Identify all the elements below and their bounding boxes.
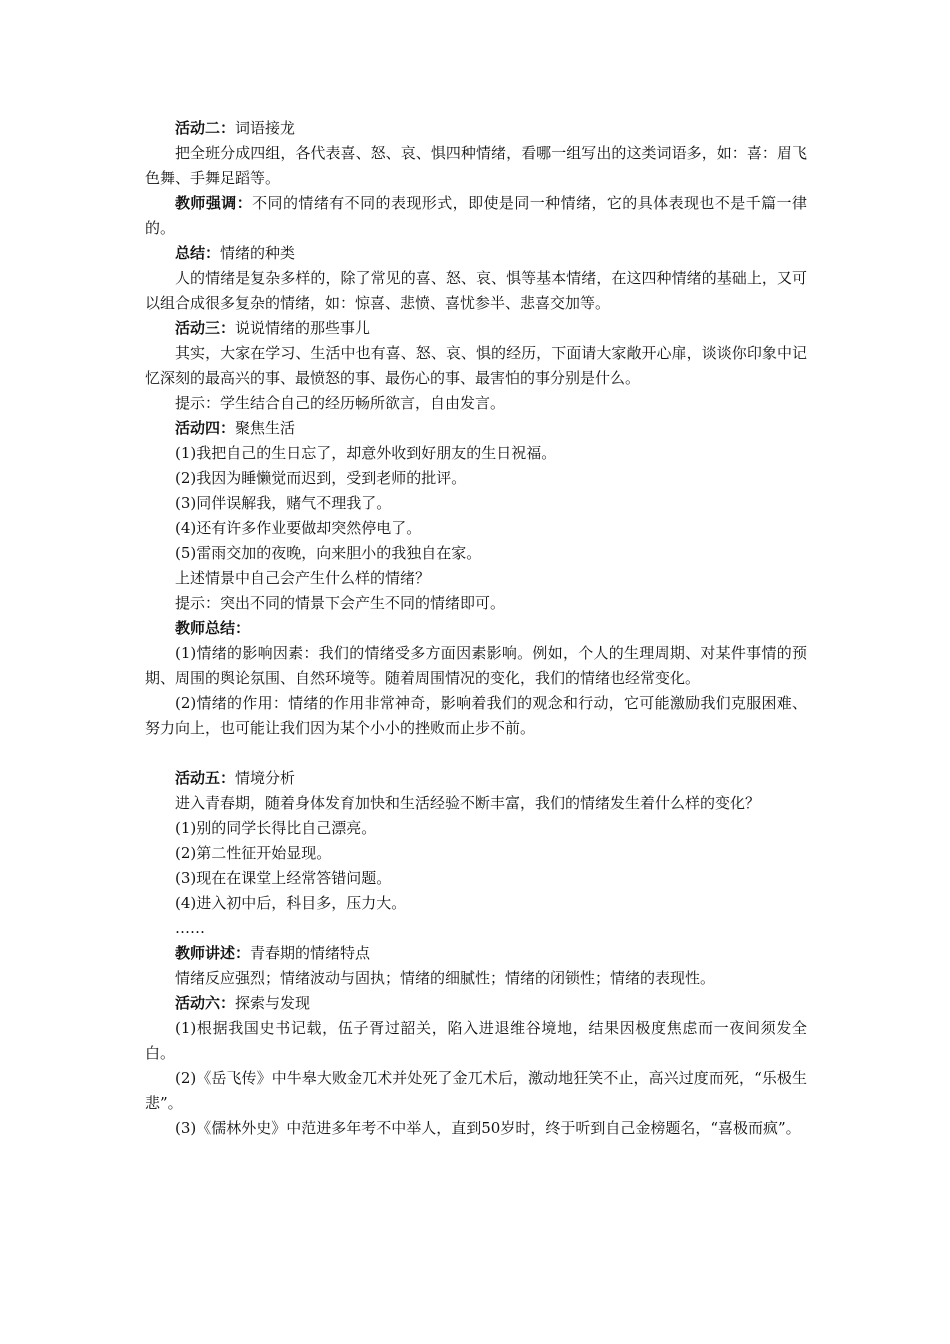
list-item: (4)进入初中后，科目多，压力大。 bbox=[175, 894, 407, 912]
paragraph-teacher-summary: 教师总结： bbox=[175, 619, 251, 637]
paragraph: (1)情绪的影响因素：我们的情绪受多方面因素影响。例如，个人的生理周期、对某件事情的预期、周围的舆论氛围、自然环境等。随着周围情况的变化，我们的情绪也经常变化。 bbox=[145, 644, 807, 687]
paragraph-teacher-emphasis: 教师强调：不同的情绪有不同的表现形式，即使是同一种情绪，它的具体表现也不是千篇一律的。 bbox=[145, 194, 807, 237]
ellipsis: …… bbox=[175, 919, 205, 937]
paragraph: 进入青春期，随着身体发育加快和生活经验不断丰富，我们的情绪发生着什么样的变化？ bbox=[175, 794, 761, 812]
paragraph: (2)情绪的作用：情绪的作用非常神奇，影响着我们的观念和行动，它可能激励我们克服困难、努力向上，也可能让我们因为某个小小的挫败而止步不前。 bbox=[145, 694, 807, 737]
list-item: (5)雷雨交加的夜晚，向来胆小的我独自在家。 bbox=[175, 544, 482, 562]
paragraph-activity-3: 活动三：说说情绪的那些事儿 bbox=[175, 319, 371, 337]
paragraph-activity-6: 活动六：探索与发现 bbox=[175, 994, 311, 1012]
paragraph: 其实，大家在学习、生活中也有喜、怒、哀、惧的经历，下面请大家敞开心扉，谈谈你印象中记忆深刻的最高兴的事、最愤怒的事、最伤心的事、最害怕的事分别是什么。 bbox=[145, 344, 807, 387]
paragraph-activity-4: 活动四：聚焦生活 bbox=[175, 419, 296, 437]
paragraph-summary: 总结：情绪的种类 bbox=[175, 244, 296, 262]
paragraph-activity-5: 活动五：情境分析 bbox=[175, 769, 296, 787]
list-item: (1)我把自己的生日忘了，却意外收到好朋友的生日祝福。 bbox=[175, 444, 557, 462]
list-item: (1)别的同学长得比自己漂亮。 bbox=[175, 819, 377, 837]
list-item: (3)现在在课堂上经常答错问题。 bbox=[175, 869, 392, 887]
paragraph: 情绪反应强烈；情绪波动与固执；情绪的细腻性；情绪的闭锁性；情绪的表现性。 bbox=[175, 969, 716, 987]
list-item: (1)根据我国史书记载，伍子胥过韶关，陷入进退维谷境地，结果因极度焦虑而一夜间须发全白。 bbox=[145, 1019, 807, 1062]
list-item: (3)《儒林外史》中范进多年考不中举人，直到50岁时，终于听到自己金榜题名，“喜极而疯”。 bbox=[175, 1119, 801, 1137]
list-item: (2)第二性征开始显现。 bbox=[175, 844, 332, 862]
blank-line bbox=[145, 741, 807, 766]
paragraph: 把全班分成四组，各代表喜、怒、哀、惧四种情绪，看哪一组写出的这类词语多，如：喜：眉飞色舞、手舞足蹈等。 bbox=[145, 144, 807, 187]
paragraph: 人的情绪是复杂多样的，除了常见的喜、怒、哀、惧等基本情绪，在这四种情绪的基础上，又可以组合成很多复杂的情绪，如：惊喜、悲愤、喜忧参半、悲喜交加等。 bbox=[145, 269, 807, 312]
paragraph-teacher-narration: 教师讲述：青春期的情绪特点 bbox=[175, 944, 371, 962]
paragraph-activity-2: 活动二：词语接龙 bbox=[175, 119, 296, 137]
list-item: (2)我因为睡懒觉而迟到，受到老师的批评。 bbox=[175, 469, 467, 487]
lesson-body bbox=[145, 116, 807, 1141]
paragraph-hint: 提示：突出不同的情景下会产生不同的情绪即可。 bbox=[175, 594, 506, 612]
list-item: (3)同伴误解我，赌气不理我了。 bbox=[175, 494, 392, 512]
list-item: (4)还有许多作业要做却突然停电了。 bbox=[175, 519, 422, 537]
paragraph-hint: 提示：学生结合自己的经历畅所欲言，自由发言。 bbox=[175, 394, 506, 412]
paragraph-question: 上述情景中自己会产生什么样的情绪？ bbox=[175, 569, 431, 587]
list-item: (2)《岳飞传》中牛皋大败金兀术并处死了金兀术后，激动地狂笑不止，高兴过度而死，“乐极生悲”。 bbox=[145, 1069, 807, 1112]
